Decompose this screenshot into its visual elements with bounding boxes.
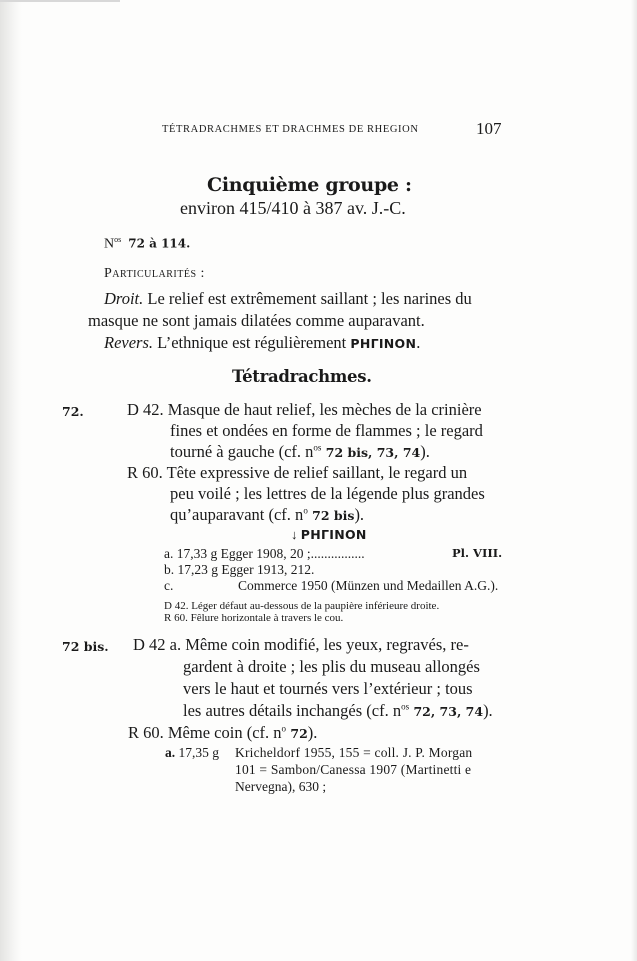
entry-72bis-droit-line4-text: les autres détails inchangés (cf. n: [183, 701, 402, 720]
entry-72bis-droit-line3: vers le haut et tournés vers l’extérieur ; tous: [183, 679, 473, 698]
entry-72-droit-refs: 72 bis, 73, 74: [321, 445, 421, 460]
dot-leader: ................: [310, 546, 365, 561]
particularites-heading: Particularités :: [104, 266, 205, 281]
legend-arrow-icon: ↓: [291, 527, 298, 542]
numbers-range-value: 72 à 114.: [128, 236, 191, 251]
entry-72bis-revers-refs: 72: [286, 726, 308, 741]
group-dates: environ 415/410 à 387 av. J.-C.: [180, 198, 406, 218]
specimen-letter: a.: [164, 546, 174, 561]
page-number: 107: [476, 119, 502, 138]
legend-greek: ΡΗΓΙΝΟΝ: [300, 527, 367, 542]
entry-72-droit-line3-text: tourné à gauche (cf. n: [170, 442, 314, 461]
revers-end: .: [416, 333, 421, 352]
specimen-72bis-a-line3: Nervegna), 630 ;: [235, 779, 327, 794]
scan-shadow-right: [631, 0, 637, 961]
entry-72-droit-end: ).: [420, 442, 430, 461]
entry-72bis-revers-end: ).: [307, 723, 318, 742]
specimen-letter: b.: [164, 562, 175, 577]
greek-ethnic: ΡΗΓΙΝΟΝ: [350, 336, 417, 351]
revers-text: L’ethnique est régulièrement: [153, 333, 351, 352]
scan-shadow-left: [0, 0, 22, 961]
specimen-72-a: [164, 546, 365, 562]
entry-72bis-droit-sup: os: [401, 701, 410, 712]
scan-edge-top: [0, 0, 120, 2]
entry-72bis-droit-line4: [183, 701, 493, 721]
entry-72-revers-refs: 72 bis: [307, 508, 355, 523]
section-title: Tétradrachmes.: [232, 367, 372, 386]
specimen-weight: 17,35 g: [178, 745, 219, 760]
entry-72-revers-line1: [127, 463, 467, 483]
entry-72bis-droit-text: Même coin modifié, les yeux, regravés, re-: [181, 635, 469, 654]
entry-72-number: 72.: [62, 404, 84, 419]
specimen-72-b: [164, 562, 314, 578]
entry-72bis-revers-text: Même coin (cf. n: [163, 723, 282, 742]
entry-72-revers-die: R 60.: [127, 463, 163, 482]
entry-72bis-revers: [128, 723, 317, 743]
group-title: Cinquième groupe :: [207, 174, 412, 196]
entry-72-droit-line1: [127, 400, 482, 420]
entry-72-droit-text: Masque de haut relief, les mèches de la crinière: [163, 400, 482, 419]
note-72-revers: R 60. Fêlure horizontale à travers le cou.: [164, 612, 344, 624]
specimen-weight: 17,23 g: [177, 562, 218, 577]
entry-72bis-revers-die: R 60.: [128, 723, 164, 742]
entry-72-droit-line2: fines et ondées en forme de flammes ; le regard: [170, 421, 483, 440]
numbers-prefix: N: [104, 236, 115, 252]
specimen-letter: a.: [165, 745, 176, 760]
entry-72-revers-line2: peu voilé ; les lettres de la légende plus grandes: [170, 484, 485, 503]
entry-72-revers-end: ).: [354, 505, 365, 524]
specimen-source: Egger 1913, 212.: [221, 562, 315, 577]
entry-72bis-droit-line1: [133, 635, 469, 655]
revers-label: Revers.: [104, 333, 154, 352]
entry-72bis-droit-end: ).: [483, 701, 493, 720]
specimen-source: Egger 1908, 20 ;: [220, 546, 311, 561]
droit-paragraph-line1: [104, 289, 472, 309]
entry-72-droit-die: D 42.: [127, 400, 164, 419]
specimen-72-c-source: Commerce 1950 (Münzen und Medaillen A.G.).: [238, 578, 499, 593]
entry-72-droit-line3: [170, 442, 430, 462]
specimen-72bis-a-line2: 101 = Sambon/Canessa 1907 (Martinetti e: [235, 762, 472, 777]
specimen-72bis-a-line1: Kricheldorf 1955, 155 = coll. J. P. Morgan: [235, 745, 473, 760]
specimen-72-c-letter: c.: [164, 578, 174, 593]
entry-72bis-droit-die: D 42 a.: [133, 635, 182, 654]
entry-72-droit-sup: os: [313, 442, 322, 453]
droit-text: Le relief est extrêmement saillant ; les narines du: [143, 289, 472, 308]
revers-paragraph: [104, 333, 420, 353]
entry-72bis-revers-sup: o: [281, 723, 287, 734]
note-72-droit: D 42. Léger défaut au-dessous de la paupière inférieure droite.: [164, 600, 440, 612]
entry-72-revers-line3-text: qu’auparavant (cf. n: [170, 505, 304, 524]
entry-72bis-number: 72 bis.: [62, 639, 109, 654]
entry-72bis-droit-line2: gardent à droite ; les plis du museau allongés: [183, 657, 480, 676]
specimen-72-a-plate: Pl. VIII.: [452, 546, 503, 560]
droit-label: Droit.: [104, 289, 144, 308]
droit-paragraph-line2: masque ne sont jamais dilatées comme auparavant.: [88, 311, 425, 330]
numbers-sup: os: [114, 235, 122, 244]
entry-72-revers-text: Tête expressive de relief saillant, le regard un: [162, 463, 468, 482]
running-head: TÉTRADRACHMES ET DRACHMES DE RHEGION: [162, 124, 419, 135]
specimen-72bis-a-head: [165, 745, 219, 761]
entry-72bis-droit-refs: 72, 73, 74: [409, 704, 484, 719]
specimen-weight: 17,33 g: [176, 546, 218, 561]
entry-72-revers-line3: [170, 505, 364, 525]
entry-72-revers-sup: o: [303, 505, 308, 516]
numbers-range: [104, 235, 190, 253]
entry-72-legend: [291, 527, 367, 543]
